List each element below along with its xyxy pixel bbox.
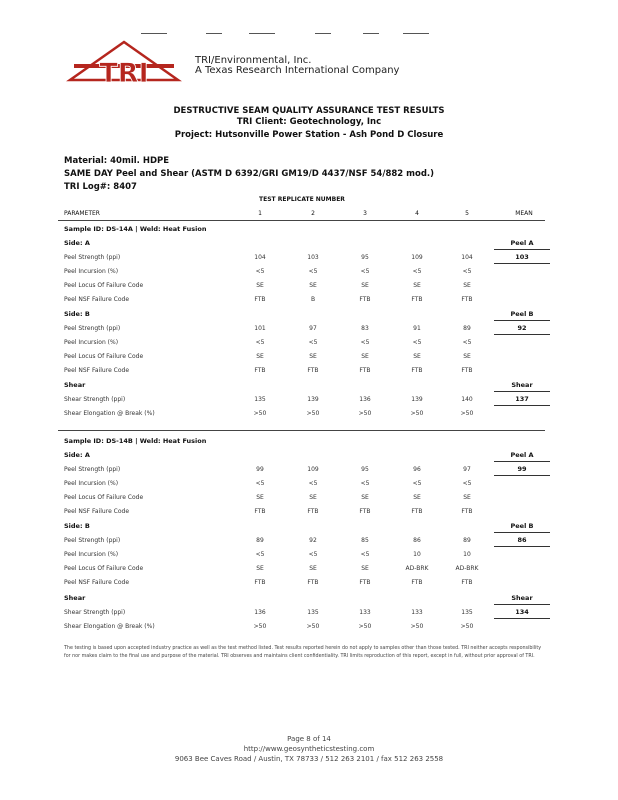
row-label: Peel NSF Failure Code xyxy=(64,579,130,586)
table-cell: SE xyxy=(256,282,264,289)
mean-rule xyxy=(494,405,550,406)
table-cell: FTB xyxy=(461,367,473,374)
material-line: Material: 40mil. HDPE xyxy=(64,156,170,166)
table-cell: FTB xyxy=(254,508,266,515)
row-label: Shear Elongation @ Break (%) xyxy=(64,623,155,630)
side-label: Side: B xyxy=(64,522,90,530)
mean-rule xyxy=(494,334,550,335)
row-label: Peel Strength (ppi) xyxy=(64,325,121,332)
row-label: Peel Strength (ppi) xyxy=(64,537,121,544)
row-label: Peel NSF Failure Code xyxy=(64,296,130,303)
table-cell: FTB xyxy=(411,296,423,303)
logo-text: TRI xyxy=(99,58,149,84)
table-cell: SE xyxy=(361,353,369,360)
table-cell: SE xyxy=(309,353,317,360)
table-cell: <5 xyxy=(255,551,265,558)
table-cell: FTB xyxy=(461,508,473,515)
table-cell: FTB xyxy=(254,367,266,374)
table-cell: <5 xyxy=(412,268,422,275)
table-cell: >50 xyxy=(253,410,267,417)
table-cell: FTB xyxy=(254,579,266,586)
table-cell: SE xyxy=(309,282,317,289)
table-cell: <5 xyxy=(360,268,370,275)
mean-value: 134 xyxy=(515,608,529,616)
header-rule xyxy=(58,220,545,221)
log-line: TRI Log#: 8407 xyxy=(64,182,137,192)
table-cell: >50 xyxy=(410,410,424,417)
table-cell: >50 xyxy=(306,410,320,417)
table-cell: 109 xyxy=(411,254,423,261)
column-header: 2 xyxy=(311,210,315,217)
mean-rule xyxy=(494,263,550,264)
row-label: Peel Incursion (%) xyxy=(64,480,119,487)
table-cell: SE xyxy=(463,282,471,289)
row-label: Peel Incursion (%) xyxy=(64,339,119,346)
table-cell: FTB xyxy=(461,579,473,586)
table-cell: 92 xyxy=(309,537,317,544)
table-cell: <5 xyxy=(462,480,472,487)
mean-label: Peel B xyxy=(510,522,534,530)
top-dash xyxy=(403,33,429,34)
table-cell: SE xyxy=(256,494,264,501)
table-cell: SE xyxy=(361,494,369,501)
table-cell: FTB xyxy=(307,508,319,515)
page-number: Page 8 of 14 xyxy=(287,735,331,743)
mean-rule xyxy=(494,461,550,462)
row-label: Peel Locus Of Failure Code xyxy=(64,494,144,501)
address: 9063 Bee Caves Road / Austin, TX 78733 / 512 263 2101 / fax 512 263 2558 xyxy=(174,755,444,763)
table-cell: 140 xyxy=(461,396,473,403)
table-cell: 99 xyxy=(256,466,264,473)
website-link[interactable]: http://www.geosyntheticstesting.com xyxy=(243,745,375,753)
table-cell: SE xyxy=(463,494,471,501)
company-logo xyxy=(66,40,182,88)
table-cell: 89 xyxy=(463,537,471,544)
top-dash xyxy=(363,33,379,34)
mean-label: Shear xyxy=(511,594,533,602)
table-cell: FTB xyxy=(411,367,423,374)
row-label: Shear Elongation @ Break (%) xyxy=(64,410,155,417)
table-cell: 133 xyxy=(411,609,423,616)
row-label: Peel Locus Of Failure Code xyxy=(64,282,144,289)
table-cell: 101 xyxy=(254,325,266,332)
table-cell: <5 xyxy=(255,480,265,487)
table-cell: 135 xyxy=(254,396,266,403)
mean-label: Peel A xyxy=(510,239,534,247)
table-cell: 83 xyxy=(361,325,369,332)
table-cell: 89 xyxy=(463,325,471,332)
table-cell: <5 xyxy=(412,339,422,346)
mean-value: 137 xyxy=(515,395,529,403)
replicate-header: TEST REPLICATE NUMBER xyxy=(259,196,345,203)
table-cell: >50 xyxy=(460,410,474,417)
table-cell: FTB xyxy=(307,579,319,586)
company-tagline: A Texas Research International Company xyxy=(195,65,400,76)
mean-rule xyxy=(494,391,550,392)
table-cell: FTB xyxy=(359,367,371,374)
table-cell: 95 xyxy=(361,466,369,473)
disclaimer: The testing is based upon accepted industry practice as well as the test method listed. Test results reported herein do not apply to samples other than those tested. TRI neither accepts responsibility for nor makes claim to the final use and purpose of the material. TRI observes and maintains client confidentiality. TRI limits reproduction of this report, except in full, without prior approval of TRI. xyxy=(64,646,542,659)
table-cell: AD-BRK xyxy=(405,565,429,572)
table-cell: <5 xyxy=(255,268,265,275)
mean-rule xyxy=(494,604,550,605)
table-cell: >50 xyxy=(306,623,320,630)
mean-value: 86 xyxy=(517,536,527,544)
section-rule xyxy=(58,430,545,431)
mean-label: Shear xyxy=(511,381,533,389)
mean-rule xyxy=(494,475,550,476)
table-cell: 135 xyxy=(307,609,319,616)
table-cell: >50 xyxy=(358,410,372,417)
table-cell: SE xyxy=(361,565,369,572)
table-cell: <5 xyxy=(462,268,472,275)
table-cell: 104 xyxy=(254,254,266,261)
table-cell: >50 xyxy=(253,623,267,630)
row-label: Peel Strength (ppi) xyxy=(64,466,121,473)
row-label: Peel NSF Failure Code xyxy=(64,367,130,374)
table-cell: 103 xyxy=(307,254,319,261)
table-cell: FTB xyxy=(461,296,473,303)
table-cell: 135 xyxy=(461,609,473,616)
mean-rule xyxy=(494,618,550,619)
table-cell: FTB xyxy=(359,508,371,515)
side-label: Side: A xyxy=(64,451,90,459)
report-title: DESTRUCTIVE SEAM QUALITY ASSURANCE TEST RESULTS xyxy=(173,106,445,116)
row-label: Peel Incursion (%) xyxy=(64,268,119,275)
table-cell: 139 xyxy=(307,396,319,403)
table-cell: AD-BRK xyxy=(455,565,479,572)
client-line: TRI Client: Geotechnology, Inc xyxy=(236,117,382,127)
table-cell: 97 xyxy=(309,325,317,332)
table-cell: 10 xyxy=(463,551,471,558)
top-dash xyxy=(249,33,275,34)
row-label: Peel Locus Of Failure Code xyxy=(64,565,144,572)
table-cell: 86 xyxy=(413,537,421,544)
side-label: Side: A xyxy=(64,239,90,247)
table-cell: >50 xyxy=(460,623,474,630)
table-cell: SE xyxy=(309,565,317,572)
table-cell: <5 xyxy=(360,551,370,558)
table-cell: 85 xyxy=(361,537,369,544)
table-cell: B xyxy=(310,296,316,303)
row-label: Peel NSF Failure Code xyxy=(64,508,130,515)
mean-rule xyxy=(494,532,550,533)
table-cell: <5 xyxy=(360,339,370,346)
table-cell: <5 xyxy=(255,339,265,346)
table-cell: 136 xyxy=(254,609,266,616)
column-header: 3 xyxy=(363,210,367,217)
table-cell: 10 xyxy=(413,551,421,558)
table-cell: <5 xyxy=(412,480,422,487)
table-cell: FTB xyxy=(359,296,371,303)
table-cell: 91 xyxy=(413,325,421,332)
mean-value: 92 xyxy=(517,324,527,332)
table-cell: SE xyxy=(463,353,471,360)
mean-rule xyxy=(494,320,550,321)
shear-label: Shear xyxy=(64,381,86,389)
table-cell: 104 xyxy=(461,254,473,261)
top-dash xyxy=(206,33,222,34)
table-cell: <5 xyxy=(308,480,318,487)
sample-title: Sample ID: DS-14A | Weld: Heat Fusion xyxy=(64,225,207,233)
table-cell: <5 xyxy=(308,268,318,275)
table-cell: 139 xyxy=(411,396,423,403)
table-cell: 109 xyxy=(307,466,319,473)
table-cell: <5 xyxy=(308,339,318,346)
table-cell: >50 xyxy=(410,623,424,630)
table-cell: 95 xyxy=(361,254,369,261)
table-cell: 96 xyxy=(413,466,421,473)
parameter-header: PARAMETER xyxy=(64,210,100,217)
table-cell: FTB xyxy=(411,508,423,515)
column-header: 1 xyxy=(258,210,262,217)
company-name: TRI/Environmental, Inc. xyxy=(195,55,312,66)
mean-label: Peel A xyxy=(510,451,534,459)
column-header: 5 xyxy=(465,210,469,217)
method-line: SAME DAY Peel and Shear (ASTM D 6392/GRI GM19/D 4437/NSF 54/882 mod.) xyxy=(64,169,435,179)
top-dash xyxy=(315,33,331,34)
table-cell: SE xyxy=(413,494,421,501)
table-cell: FTB xyxy=(411,579,423,586)
table-cell: FTB xyxy=(359,579,371,586)
table-cell: FTB xyxy=(307,367,319,374)
table-cell: <5 xyxy=(360,480,370,487)
row-label: Peel Strength (ppi) xyxy=(64,254,121,261)
row-label: Peel Incursion (%) xyxy=(64,551,119,558)
mean-value: 99 xyxy=(517,465,527,473)
table-cell: SE xyxy=(256,565,264,572)
table-cell: SE xyxy=(413,353,421,360)
top-dash xyxy=(141,33,167,34)
mean-label: Peel B xyxy=(510,310,534,318)
mean-value: 103 xyxy=(515,253,529,261)
row-label: Peel Locus Of Failure Code xyxy=(64,353,144,360)
table-cell: >50 xyxy=(358,623,372,630)
mean-header: MEAN xyxy=(515,210,533,217)
mean-rule xyxy=(494,546,550,547)
row-label: Shear Strength (ppi) xyxy=(64,609,126,616)
table-cell: 133 xyxy=(359,609,371,616)
table-cell: 89 xyxy=(256,537,264,544)
shear-label: Shear xyxy=(64,594,86,602)
table-cell: SE xyxy=(413,282,421,289)
table-cell: FTB xyxy=(254,296,266,303)
sample-title: Sample ID: DS-14B | Weld: Heat Fusion xyxy=(64,437,207,445)
side-label: Side: B xyxy=(64,310,90,318)
table-cell: 97 xyxy=(463,466,471,473)
table-cell: <5 xyxy=(462,339,472,346)
column-header: 4 xyxy=(415,210,419,217)
table-cell: SE xyxy=(256,353,264,360)
project-line: Project: Hutsonville Power Station - Ash Pond D Closure xyxy=(174,130,444,140)
row-label: Shear Strength (ppi) xyxy=(64,396,126,403)
table-cell: SE xyxy=(309,494,317,501)
table-cell: <5 xyxy=(308,551,318,558)
mean-rule xyxy=(494,249,550,250)
table-cell: 136 xyxy=(359,396,371,403)
table-cell: SE xyxy=(361,282,369,289)
